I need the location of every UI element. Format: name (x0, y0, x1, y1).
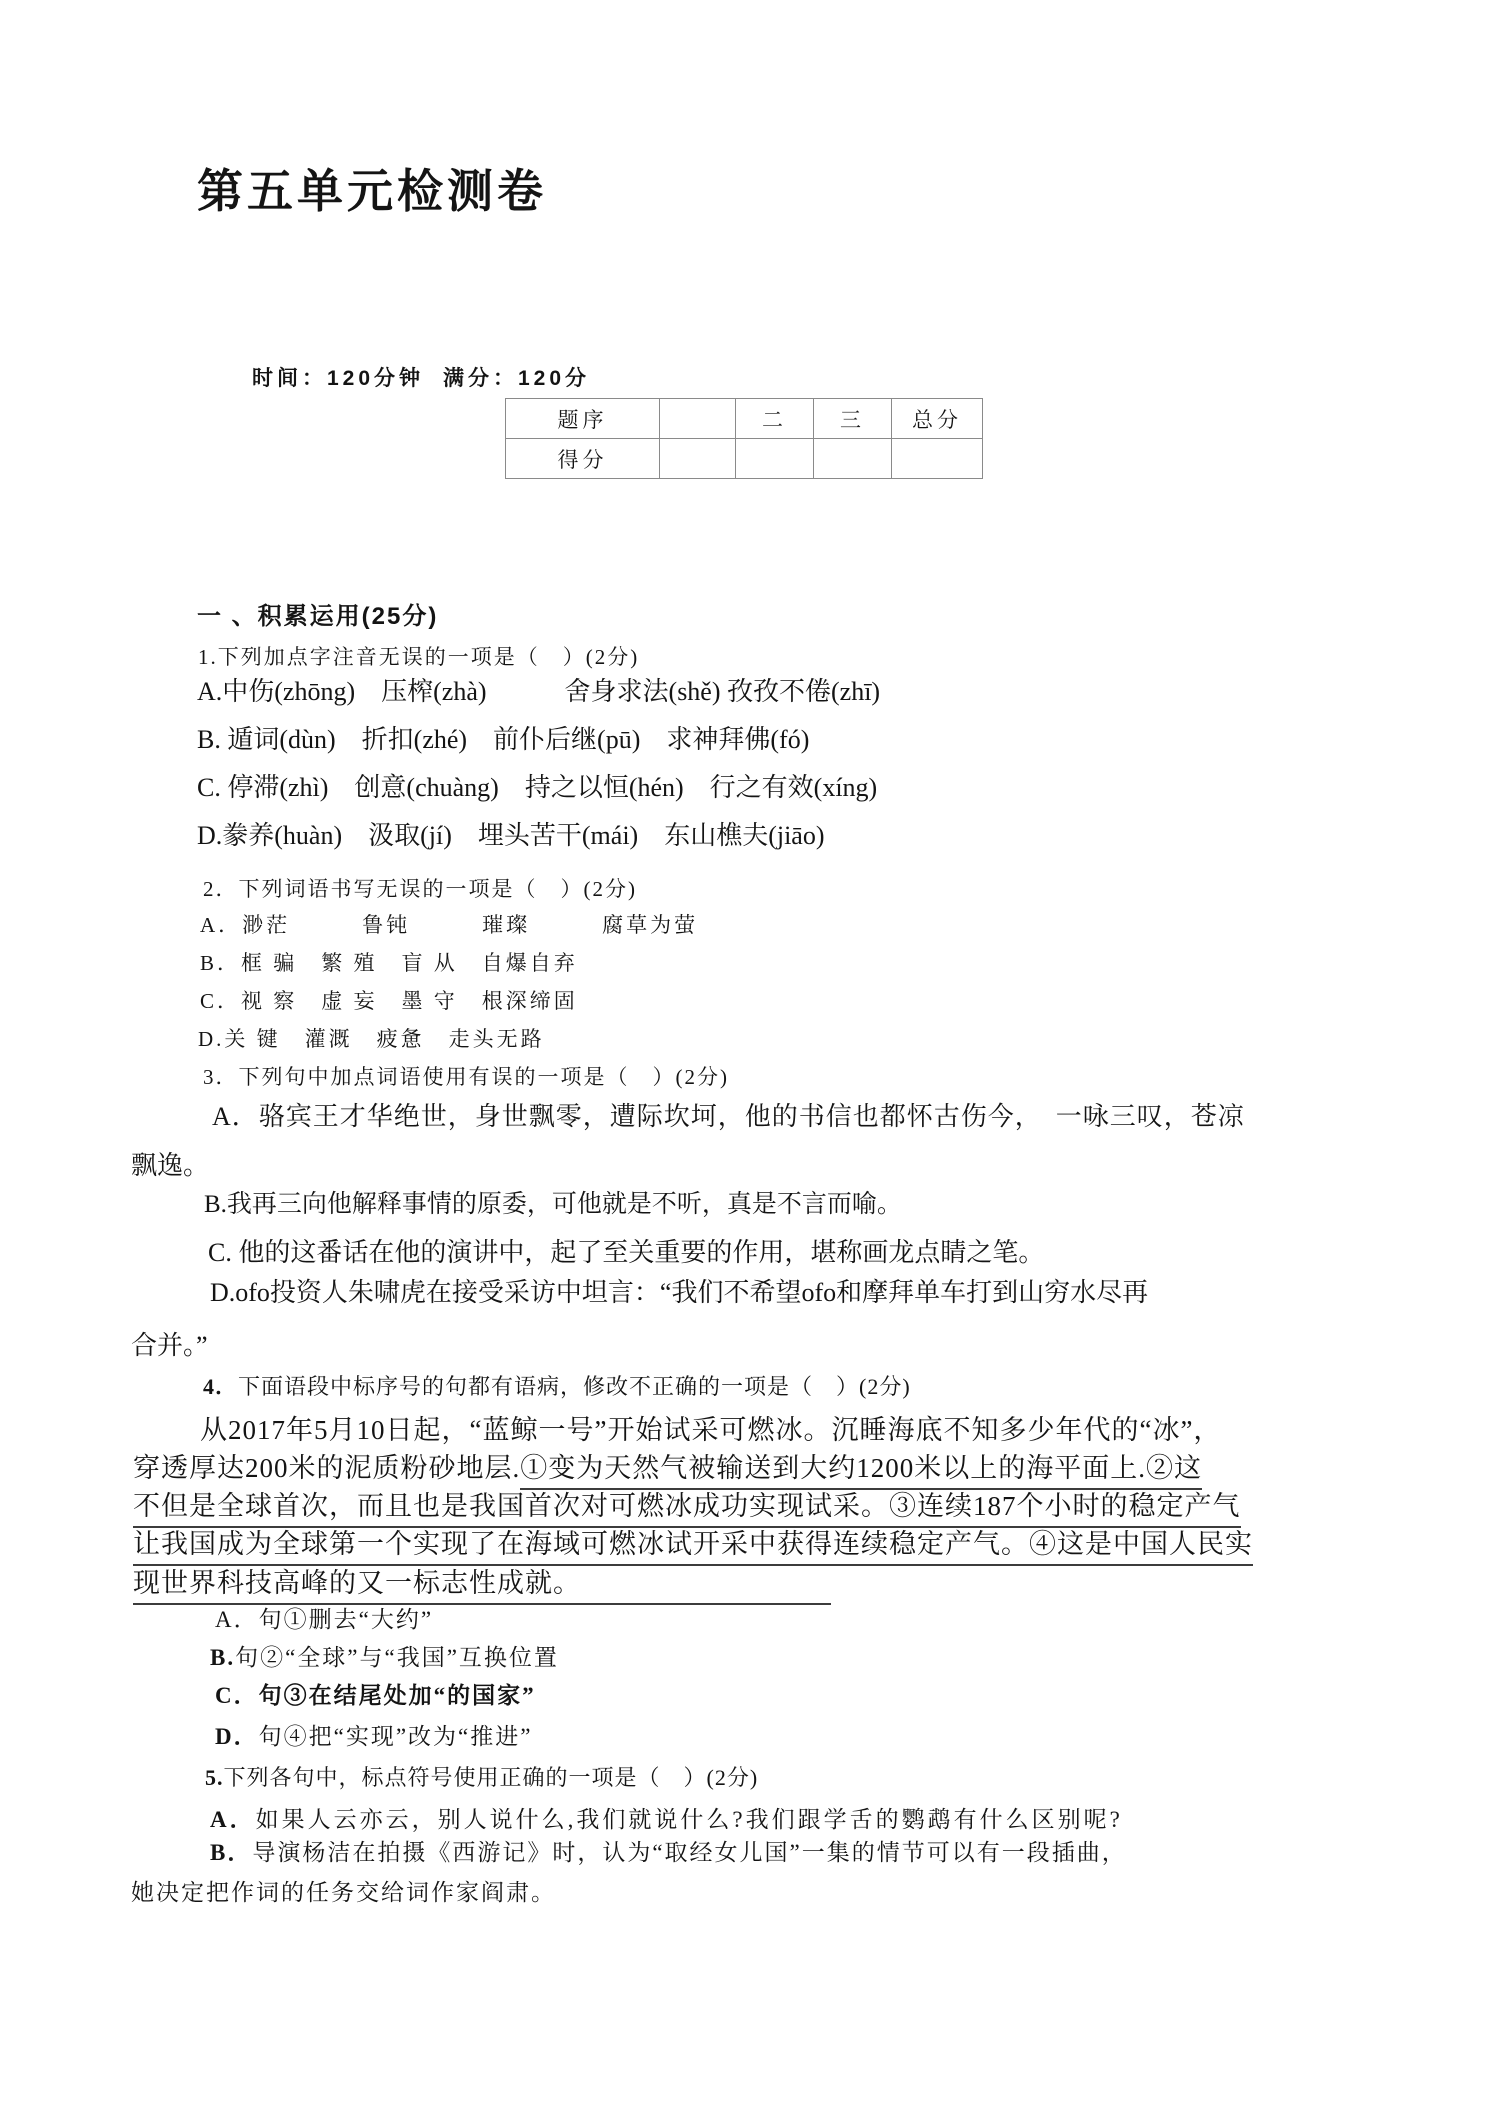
q2-option-a: A．渺茫 鲁钝 璀璨 腐草为萤 (200, 913, 699, 937)
q1-option-c: C. 停滞(zhì) 创意(chuàng) 持之以恒(hén) 行之有效(xíng) (197, 773, 878, 802)
q3-option-d-line1: D.ofo投资人朱啸虎在接受采访中坦言：“我们不希望ofo和摩拜单车打到山穷水尽再 (210, 1278, 1149, 1307)
q1-stem: 1.下列加点字注音无误的一项是（ ）(2分) (198, 645, 640, 669)
score-table-score-row (506, 439, 983, 479)
score-table-header-cell-1 (660, 399, 736, 439)
q5-option-b-line1: B．导演杨洁在拍摄《西游记》时，认为“取经女儿国”一集的情节可以有一段插曲， (210, 1840, 1127, 1865)
q3-option-d-line2: 合并。” (131, 1331, 208, 1360)
q5-stem-text: 下列各句中，标点符号使用正确的一项是（ ）(2分) (223, 1765, 759, 1790)
q3-option-a-line1: A．骆宾王才华绝世，身世飘零，遭际坎坷，他的书信也都怀古伤今， 一咏三叹，苍凉 (212, 1102, 1245, 1131)
score-table (505, 398, 983, 479)
q4-option-d: D．句④把“实现”改为“推进” (215, 1724, 533, 1749)
q4-passage-line5: 现世界科技高峰的又一标志性成就。 (133, 1567, 831, 1601)
q1-option-a: A.中伤(zhōng) 压榨(zhà) 舍身求法(shě) 孜孜不倦(zhī) (197, 677, 881, 706)
q4-option-c: C．句③在结尾处加“的国家” (215, 1683, 536, 1708)
q3-option-a-line2: 飘逸。 (131, 1151, 210, 1180)
score-table-header-cell-3: 三 (814, 399, 892, 439)
q4-stem-text: 下面语段中标序号的句都有语病，修改不正确的一项是（ ）(2分) (238, 1374, 911, 1399)
q3-stem: 3．下列句中加点词语使用有误的一项是（ ）(2分) (203, 1065, 729, 1089)
q4-passage-line3: 不但是全球首次，而且也是我国首次对可燃冰成功实现试采。③连续187个小时的稳定产气 (133, 1490, 1241, 1524)
q5-stem (205, 1764, 758, 1792)
q4-stem-number: 4． (203, 1374, 239, 1399)
score-table-score-cell-2 (736, 439, 814, 479)
q5-option-a: A．如果人云亦云，别人说什么,我们就说什么?我们跟学舌的鹦鹉有什么区别呢? (210, 1807, 1123, 1832)
score-table-score-cell-0: 得分 (506, 439, 660, 479)
page-title: 第五单元检测卷 (197, 166, 547, 217)
score-table-score-cell-3 (814, 439, 892, 479)
q2-option-b: B．框 骗 繁 殖 盲 从 自爆自弃 (200, 951, 578, 975)
q3-option-c: C. 他的这番话在他的演讲中，起了至关重要的作用，堪称画龙点睛之笔。 (208, 1238, 1045, 1267)
q4-option-b: B.句②“全球”与“我国”互换位置 (210, 1645, 559, 1670)
q1-option-b: B. 遁词(dùn) 折扣(zhé) 前仆后继(pū) 求神拜佛(fó) (197, 725, 810, 754)
score-table-header-cell-0: 题序 (506, 399, 660, 439)
score-table-score-cell-1 (660, 439, 736, 479)
q2-option-c: C．视 察 虚 妄 墨 守 根深缔固 (200, 989, 578, 1013)
q4-passage-line4: 让我国成为全球第一个实现了在海域可燃冰试开采中获得连续稳定产气。④这是中国人民实 (133, 1528, 1253, 1562)
exam-time-label: 时间：120分钟 (252, 367, 425, 390)
score-table-header-cell-2: 二 (736, 399, 814, 439)
q1-option-d: D.豢养(huàn) 汲取(jí) 埋头苦干(mái) 东山樵夫(jiāo) (197, 821, 825, 850)
score-table-score-cell-4 (892, 439, 983, 479)
q5-stem-number: 5. (205, 1765, 224, 1790)
q2-option-d: D.关 键 灌溉 疲惫 走头无路 (198, 1027, 545, 1051)
q4-passage-line2-underlined: ①变为天然气被输送到大约1200米以上的海平面上.②这 (520, 1453, 1202, 1490)
q4-option-a: A．句①删去“大约” (215, 1607, 434, 1632)
q2-stem: 2．下列词语书写无误的一项是（ ）(2分) (203, 877, 637, 901)
q4-passage-line1: 从2017年5月10日起，“蓝鲸一号”开始试采可燃冰。沉睡海底不知多少年代的“冰”， (200, 1415, 1222, 1445)
q4-passage-line2 (133, 1452, 1202, 1486)
q5-option-b-line2: 她决定把作词的任务交给词作家阎肃。 (131, 1880, 556, 1905)
full-score-label: 满分：120分 (443, 367, 591, 390)
q4-passage-line2-plain: 穿透厚达200米的泥质粉砂地层. (133, 1453, 521, 1483)
section-1-heading: 一 、积累运用(25分) (197, 603, 439, 630)
q4-stem (203, 1373, 911, 1401)
q3-option-b: B.我再三向他解释事情的原委，可他就是不听，真是不言而喻。 (204, 1191, 902, 1218)
score-table-header-cell-4: 总分 (892, 399, 983, 439)
score-table-header-row (506, 399, 983, 439)
